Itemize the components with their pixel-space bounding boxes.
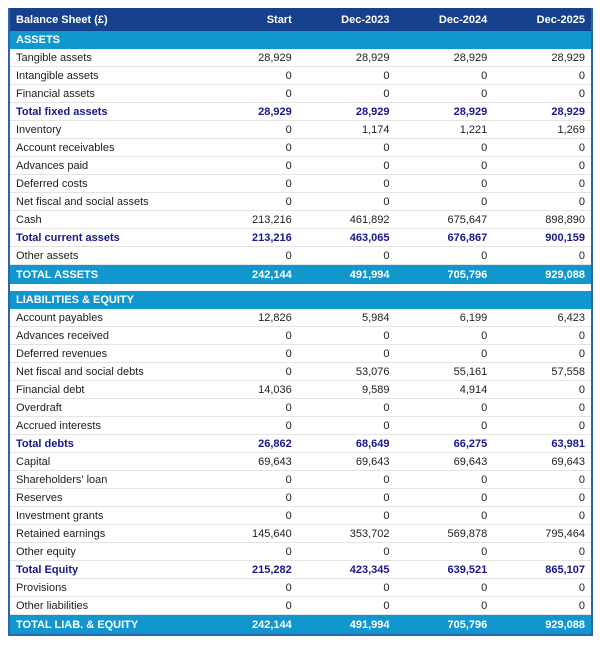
table-row [10, 247, 591, 265]
row-value: 0 [578, 195, 585, 208]
column-header-start: Start [266, 13, 292, 26]
row-label: Retained earnings [16, 527, 106, 540]
row-value: 9,589 [361, 383, 390, 396]
row-value: 0 [578, 329, 585, 342]
row-value: 0 [481, 195, 488, 208]
row-label: Account payables [16, 311, 103, 324]
row-label: Financial debt [16, 383, 85, 396]
table-row [10, 139, 591, 157]
total-value: 929,088 [545, 268, 585, 281]
row-value: 28,929 [355, 51, 390, 64]
row-value: 0 [578, 347, 585, 360]
row-value: 0 [481, 347, 488, 360]
row-value: 0 [383, 195, 390, 208]
row-value: 63,981 [551, 437, 585, 450]
row-label: Financial assets [16, 87, 95, 100]
row-value: 0 [481, 87, 488, 100]
row-label: Tangible assets [16, 51, 92, 64]
row-value: 0 [481, 159, 488, 172]
total-label: TOTAL ASSETS [16, 268, 99, 281]
table-row [10, 381, 591, 399]
row-value: 0 [285, 195, 292, 208]
row-value: 28,929 [453, 105, 488, 118]
table-title: Balance Sheet (£) [16, 13, 108, 26]
row-value: 0 [285, 347, 292, 360]
row-value: 865,107 [545, 563, 585, 576]
row-value: 14,036 [258, 383, 292, 396]
row-value: 28,929 [453, 51, 488, 64]
row-value: 0 [578, 491, 585, 504]
table-row [10, 417, 591, 435]
row-value: 12,826 [258, 311, 292, 324]
row-value: 0 [285, 329, 292, 342]
row-value: 0 [383, 87, 390, 100]
table-row [10, 193, 591, 211]
row-value: 0 [481, 249, 488, 262]
table-row [10, 471, 591, 489]
row-value: 0 [285, 365, 292, 378]
row-value: 6,199 [459, 311, 488, 324]
row-value: 0 [578, 87, 585, 100]
section-header-liabilities-equity [10, 291, 591, 309]
row-value: 0 [285, 419, 292, 432]
row-label: Account receivables [16, 141, 115, 154]
row-value: 0 [285, 123, 292, 136]
row-value: 675,647 [447, 213, 488, 226]
row-label: Cash [16, 213, 42, 226]
row-value: 0 [383, 419, 390, 432]
row-value: 0 [578, 419, 585, 432]
row-value: 1,221 [459, 123, 488, 136]
row-value: 0 [383, 545, 390, 558]
row-value: 0 [383, 177, 390, 190]
row-value: 795,464 [545, 527, 585, 540]
section-header-assets [10, 31, 591, 49]
balance-sheet-table [8, 8, 593, 636]
row-value: 0 [383, 141, 390, 154]
row-label: Total current assets [16, 231, 120, 244]
row-value: 0 [481, 419, 488, 432]
row-value: 0 [578, 383, 585, 396]
row-value: 1,269 [557, 123, 585, 136]
row-value: 0 [481, 545, 488, 558]
row-value: 0 [578, 401, 585, 414]
row-value: 0 [285, 581, 292, 594]
row-value: 0 [285, 599, 292, 612]
row-value: 0 [285, 491, 292, 504]
row-label: Advances received [16, 329, 109, 342]
table-body [10, 31, 591, 634]
table-row [10, 579, 591, 597]
row-value: 0 [285, 545, 292, 558]
row-label: Accrued interests [16, 419, 101, 432]
row-value: 0 [383, 473, 390, 486]
row-value: 66,275 [453, 437, 488, 450]
row-value: 215,282 [251, 563, 292, 576]
total-row-assets [10, 265, 591, 284]
row-label: Other equity [16, 545, 76, 558]
row-value: 0 [383, 491, 390, 504]
row-value: 0 [285, 177, 292, 190]
row-value: 1,174 [361, 123, 390, 136]
total-value: 491,994 [349, 268, 390, 281]
subtotal-row [10, 229, 591, 247]
row-value: 0 [285, 141, 292, 154]
total-label: TOTAL LIAB. & EQUITY [16, 618, 139, 631]
row-value: 69,643 [355, 455, 390, 468]
row-label: Capital [16, 455, 51, 468]
row-label: Intangible assets [16, 69, 99, 82]
total-value: 242,144 [251, 618, 292, 631]
column-header-dec-2025: Dec-2025 [536, 13, 585, 26]
row-value: 0 [481, 491, 488, 504]
row-value: 0 [578, 69, 585, 82]
row-value: 0 [481, 141, 488, 154]
row-value: 676,867 [447, 231, 488, 244]
row-label: Deferred revenues [16, 347, 108, 360]
row-value: 213,216 [251, 213, 292, 226]
subtotal-row [10, 561, 591, 579]
table-row [10, 309, 591, 327]
table-row [10, 157, 591, 175]
row-value: 69,643 [551, 455, 585, 468]
table-row [10, 489, 591, 507]
row-label: Total fixed assets [16, 105, 108, 118]
row-value: 0 [578, 599, 585, 612]
row-value: 6,423 [557, 311, 585, 324]
row-value: 0 [578, 473, 585, 486]
row-value: 0 [481, 581, 488, 594]
row-value: 423,345 [349, 563, 390, 576]
row-value: 0 [578, 249, 585, 262]
row-value: 0 [578, 509, 585, 522]
row-label: Net fiscal and social assets [16, 195, 149, 208]
table-header-row [10, 8, 591, 31]
row-value: 0 [285, 69, 292, 82]
table-row [10, 211, 591, 229]
row-value: 53,076 [355, 365, 390, 378]
row-value: 0 [285, 401, 292, 414]
row-value: 26,862 [258, 437, 292, 450]
row-value: 0 [481, 473, 488, 486]
row-value: 145,640 [251, 527, 292, 540]
table-row [10, 345, 591, 363]
row-value: 0 [285, 473, 292, 486]
row-value: 0 [578, 141, 585, 154]
row-label: Other liabilities [16, 599, 89, 612]
row-value: 463,065 [349, 231, 390, 244]
row-label: Overdraft [16, 401, 62, 414]
row-value: 0 [481, 509, 488, 522]
row-value: 0 [383, 159, 390, 172]
section-divider [10, 284, 591, 291]
row-value: 0 [383, 69, 390, 82]
row-value: 69,643 [258, 455, 292, 468]
row-value: 0 [578, 177, 585, 190]
row-label: Total debts [16, 437, 74, 450]
total-row-liabilities-equity [10, 615, 591, 634]
row-value: 5,984 [361, 311, 390, 324]
table-row [10, 175, 591, 193]
row-label: Deferred costs [16, 177, 88, 190]
table-row [10, 543, 591, 561]
section-title: ASSETS [16, 34, 61, 46]
row-value: 0 [481, 69, 488, 82]
row-value: 28,929 [258, 105, 292, 118]
row-value: 0 [285, 249, 292, 262]
table-row [10, 49, 591, 67]
row-value: 213,216 [251, 231, 292, 244]
row-value: 69,643 [453, 455, 488, 468]
row-label: Shareholders' loan [16, 473, 108, 486]
row-value: 569,878 [447, 527, 488, 540]
row-value: 4,914 [459, 383, 488, 396]
row-value: 0 [383, 509, 390, 522]
row-label: Reserves [16, 491, 63, 504]
row-value: 0 [383, 329, 390, 342]
row-value: 57,558 [551, 365, 585, 378]
row-label: Net fiscal and social debts [16, 365, 144, 378]
table-row [10, 507, 591, 525]
row-label: Inventory [16, 123, 62, 136]
table-row [10, 121, 591, 139]
row-value: 28,929 [551, 105, 585, 118]
section-title: LIABILITIES & EQUITY [16, 294, 134, 306]
subtotal-row [10, 435, 591, 453]
row-value: 0 [578, 159, 585, 172]
row-value: 0 [383, 581, 390, 594]
table-row [10, 363, 591, 381]
column-header-dec-2023: Dec-2023 [341, 13, 390, 26]
row-label: Other assets [16, 249, 79, 262]
table-row [10, 525, 591, 543]
total-value: 705,796 [447, 618, 488, 631]
row-value: 55,161 [453, 365, 488, 378]
row-value: 0 [578, 581, 585, 594]
total-value: 242,144 [251, 268, 292, 281]
row-value: 898,890 [545, 213, 585, 226]
table-row [10, 85, 591, 103]
row-value: 0 [383, 401, 390, 414]
row-value: 639,521 [447, 563, 488, 576]
column-header-dec-2024: Dec-2024 [438, 13, 488, 26]
row-value: 0 [481, 177, 488, 190]
row-value: 0 [481, 599, 488, 612]
row-value: 0 [285, 509, 292, 522]
row-value: 28,929 [258, 51, 292, 64]
row-value: 0 [578, 545, 585, 558]
row-value: 0 [383, 599, 390, 612]
table-row [10, 597, 591, 615]
row-value: 0 [285, 87, 292, 100]
row-value: 0 [481, 401, 488, 414]
row-value: 900,159 [545, 231, 585, 244]
row-value: 0 [285, 159, 292, 172]
total-value: 491,994 [349, 618, 390, 631]
row-label: Provisions [16, 581, 67, 594]
total-value: 705,796 [447, 268, 488, 281]
row-label: Total Equity [16, 563, 79, 576]
row-value: 0 [481, 329, 488, 342]
table-row [10, 67, 591, 85]
row-value: 0 [383, 347, 390, 360]
row-value: 353,702 [349, 527, 390, 540]
row-value: 0 [383, 249, 390, 262]
table-row [10, 327, 591, 345]
row-label: Advances paid [16, 159, 89, 172]
table-row [10, 399, 591, 417]
row-value: 461,892 [349, 213, 390, 226]
subtotal-row [10, 103, 591, 121]
row-value: 68,649 [355, 437, 390, 450]
total-value: 929,088 [545, 618, 585, 631]
row-label: Investment grants [16, 509, 104, 522]
row-value: 28,929 [551, 51, 585, 64]
table-row [10, 453, 591, 471]
row-value: 28,929 [355, 105, 390, 118]
